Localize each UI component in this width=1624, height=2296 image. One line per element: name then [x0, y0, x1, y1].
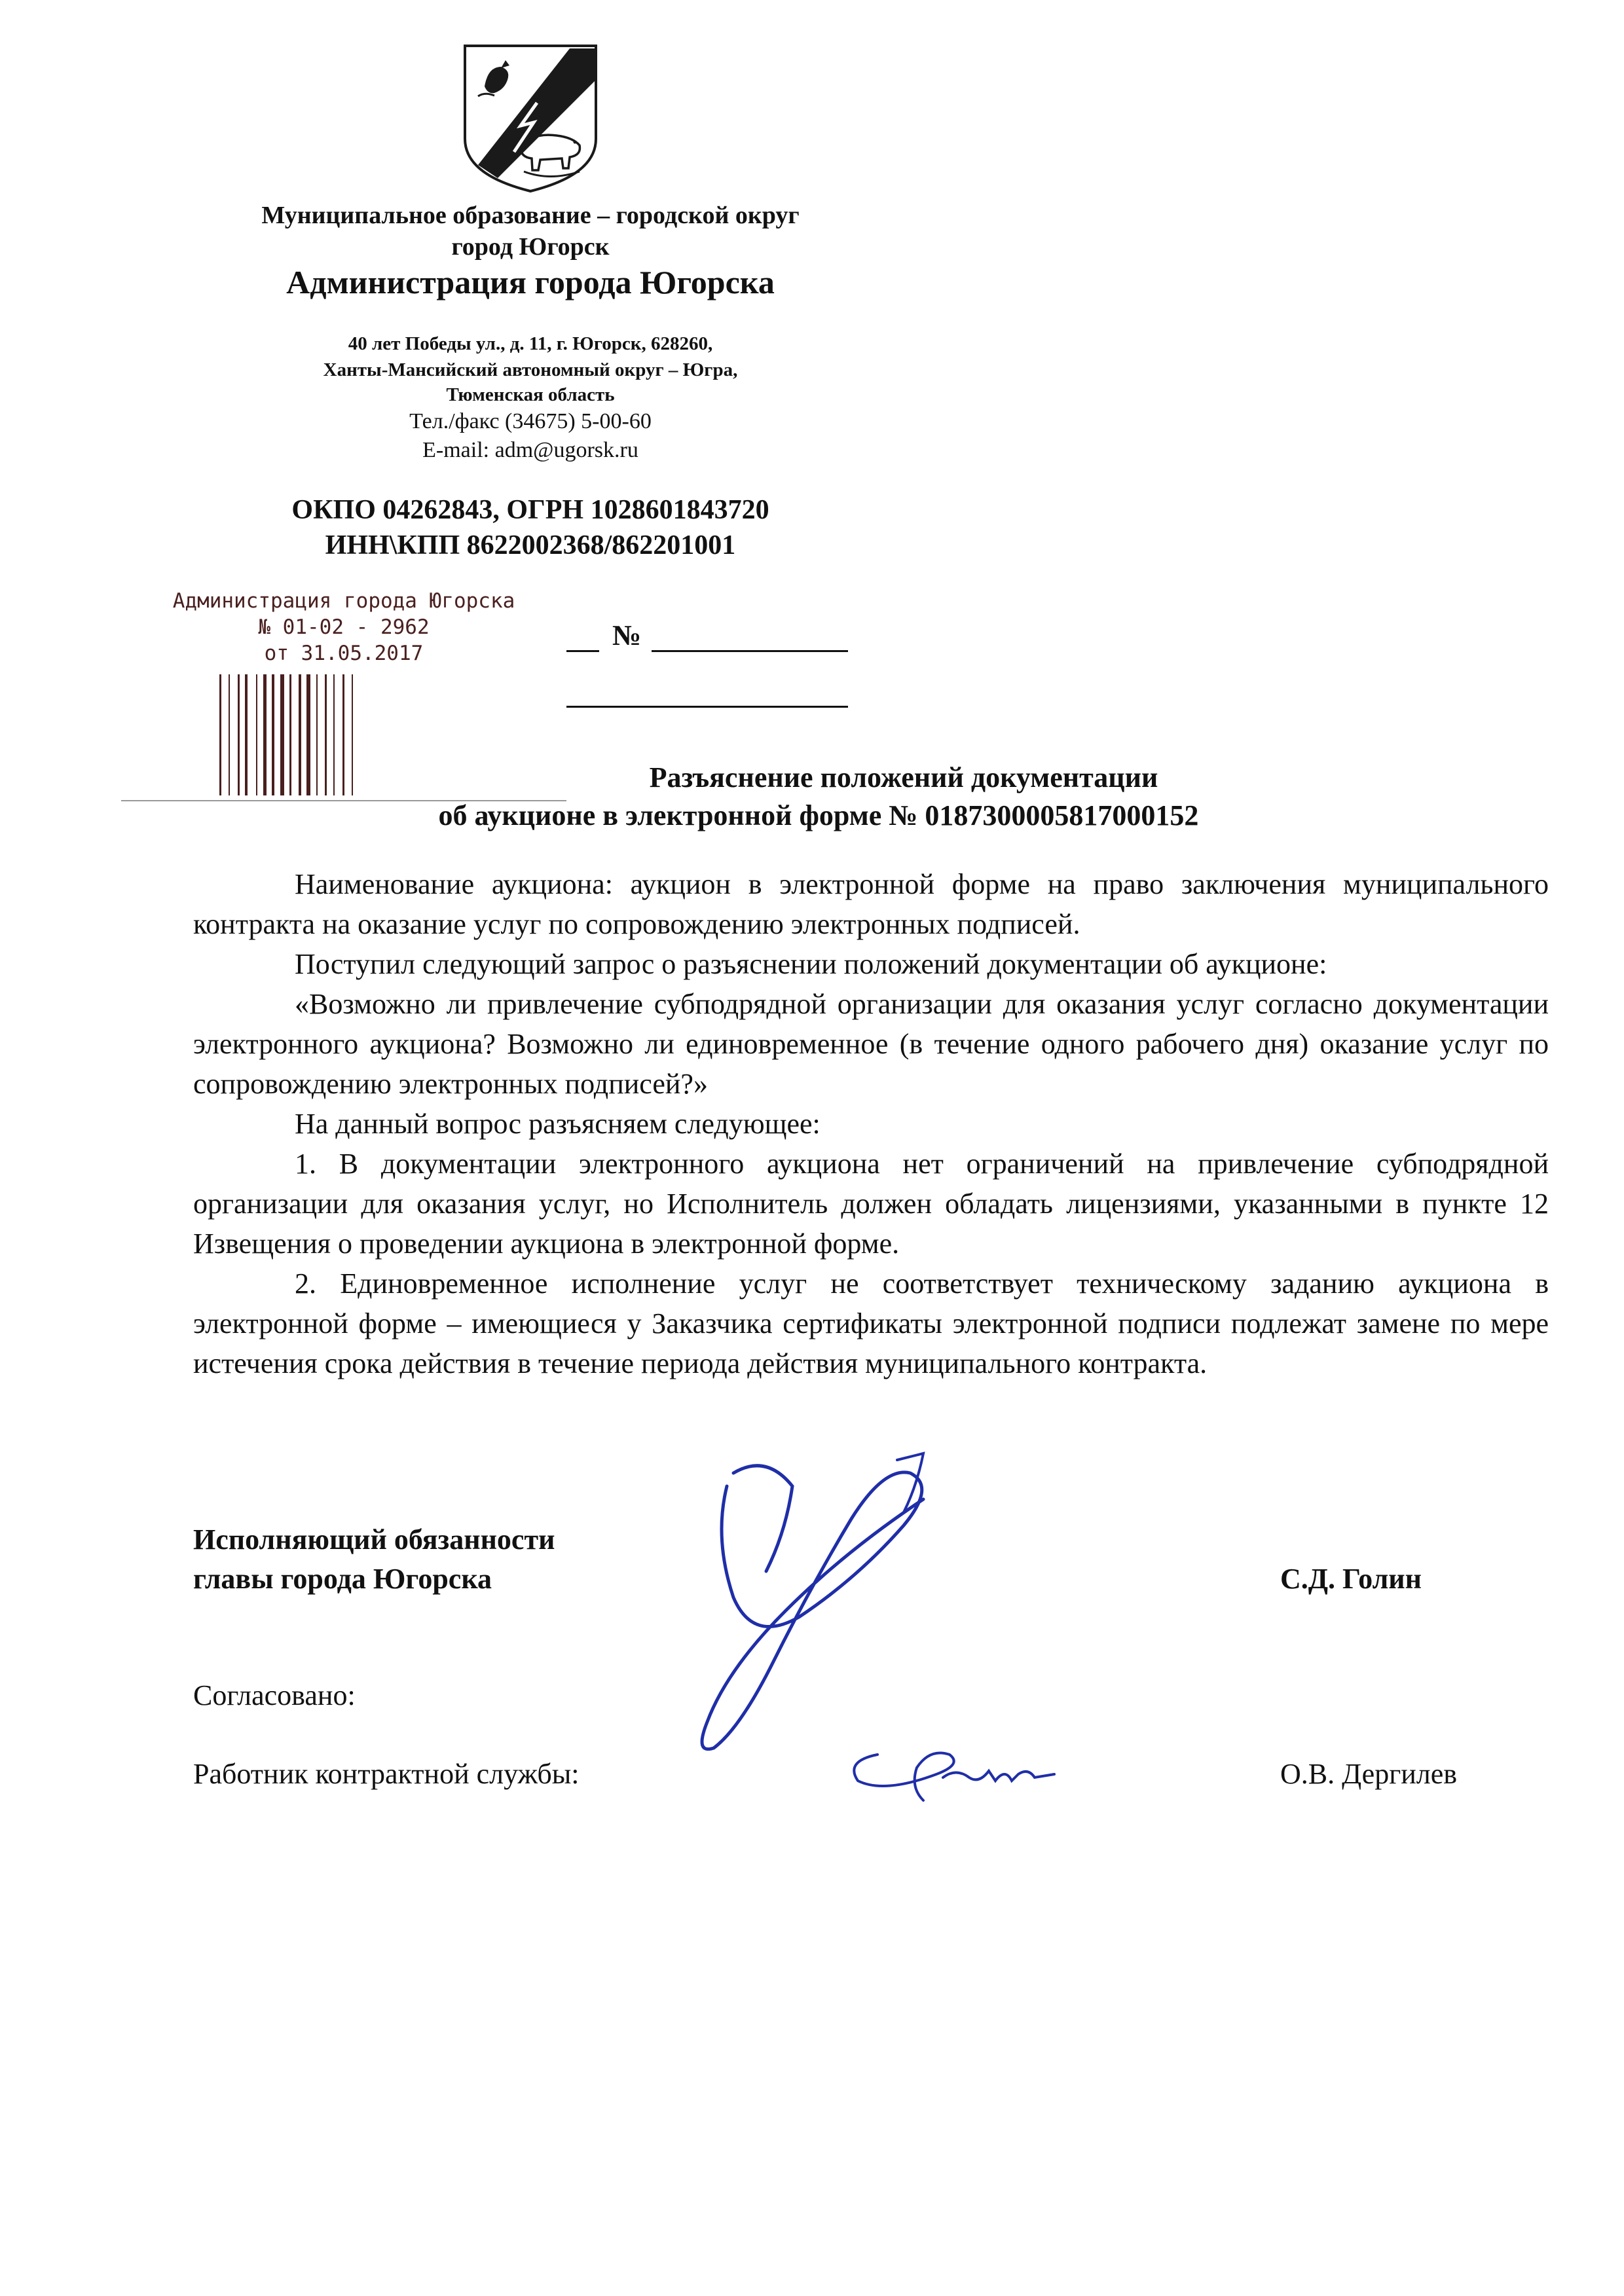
address-line3: Тюменская область [446, 384, 615, 405]
stamp-date: от 31.05.2017 [264, 642, 424, 665]
barcode-bar [245, 674, 248, 795]
municipality-line2: город Югорск [451, 233, 610, 261]
reference-line [566, 706, 848, 708]
letter-body [193, 864, 1549, 1383]
barcode-bar [333, 674, 335, 795]
contract-worker-label: Работник контрактной службы: [193, 1758, 580, 1790]
barcode-bar [342, 674, 344, 795]
paragraph: Поступил следующий запрос о разъяснении положений документации об аукционе: [295, 948, 1327, 980]
barcode-icon [219, 674, 455, 795]
barcode-bar [229, 674, 230, 795]
document-title-line1: Разъяснение положений документации [649, 761, 1158, 793]
barcode-bar [256, 674, 257, 795]
barcode-bar [316, 674, 318, 795]
document-title-line2: об аукционе в электронной форме № 0187300005817000152 [438, 799, 1199, 831]
barcode-bar [280, 674, 284, 795]
signatory-position-line2: главы города Югорска [193, 1563, 492, 1595]
paragraph: Наименование аукциона: аукцион в электронной форме на право заключения муниципального контракта на оказание услуг по сопровождению электронных подписей. [193, 868, 1549, 940]
coat-of-arms-icon [458, 41, 602, 194]
address-line2: Ханты-Мансийский автономный округ – Югра, [323, 359, 738, 380]
inn-kpp: ИНН\КПП 8622002368/862201001 [325, 530, 736, 560]
barcode-bar [272, 674, 274, 795]
barcode-bar [299, 674, 301, 795]
barcode-bar [238, 674, 240, 795]
handwritten-initials [838, 1728, 1087, 1813]
paragraph: 2. Единовременное исполнение услуг не соответствует техническому заданию аукциона в электронной форме – имеющиеся у Заказчика сертификаты электронной подписи подлежат замене по мере истечения срока действия в течение периода действия муниципального контракта. [193, 1267, 1549, 1379]
organization-name: Администрация города Югорска [286, 264, 775, 301]
number-line [652, 650, 848, 652]
barcode-bar [306, 674, 310, 795]
barcode-bar [219, 674, 221, 795]
barcode-bar [352, 674, 353, 795]
barcode-bar [263, 674, 267, 795]
handwritten-signature [688, 1447, 963, 1761]
contract-worker-name: О.В. Дергилев [1280, 1758, 1458, 1790]
okpo-ogrn: ОКПО 04262843, ОГРН 1028601843720 [291, 495, 769, 525]
municipality-line1: Муниципальное образование – городской округ [261, 202, 800, 229]
stamp-organization: Администрация города Югорска [172, 589, 515, 613]
signatory-name: С.Д. Голин [1280, 1563, 1422, 1595]
phone: Тел./факс (34675) 5-00-60 [409, 409, 652, 433]
address-line1: 40 лет Победы ул., д. 11, г. Югорск, 628260, [348, 333, 713, 354]
barcode-bar [325, 674, 327, 795]
paragraph: «Возможно ли привлечение субподрядной организации для оказания услуг согласно документации электронного аукциона? Возможно ли единовременное (в течение одного рабочего дня) оказание услуг по сопровождению электронных подписей?» [193, 988, 1549, 1100]
paragraph: 1. В документации электронного аукциона нет ограничений на привлечение субподрядной организации для оказания услуг, но Исполнитель должен обладать лицензиями, указанными в пункте 12 Извещения о проведении аукциона в электронной форме. [193, 1148, 1549, 1260]
email: E-mail: adm@ugorsk.ru [422, 438, 638, 462]
barcode-bar [289, 674, 291, 795]
number-sign: № [612, 619, 642, 651]
signatory-position-line1: Исполняющий обязанности [193, 1523, 555, 1556]
stamp-number: № 01-02 - 2962 [258, 615, 430, 639]
agreed-label: Согласовано: [193, 1679, 356, 1711]
date-line [566, 650, 599, 652]
paragraph: На данный вопрос разъясняем следующее: [295, 1108, 821, 1140]
